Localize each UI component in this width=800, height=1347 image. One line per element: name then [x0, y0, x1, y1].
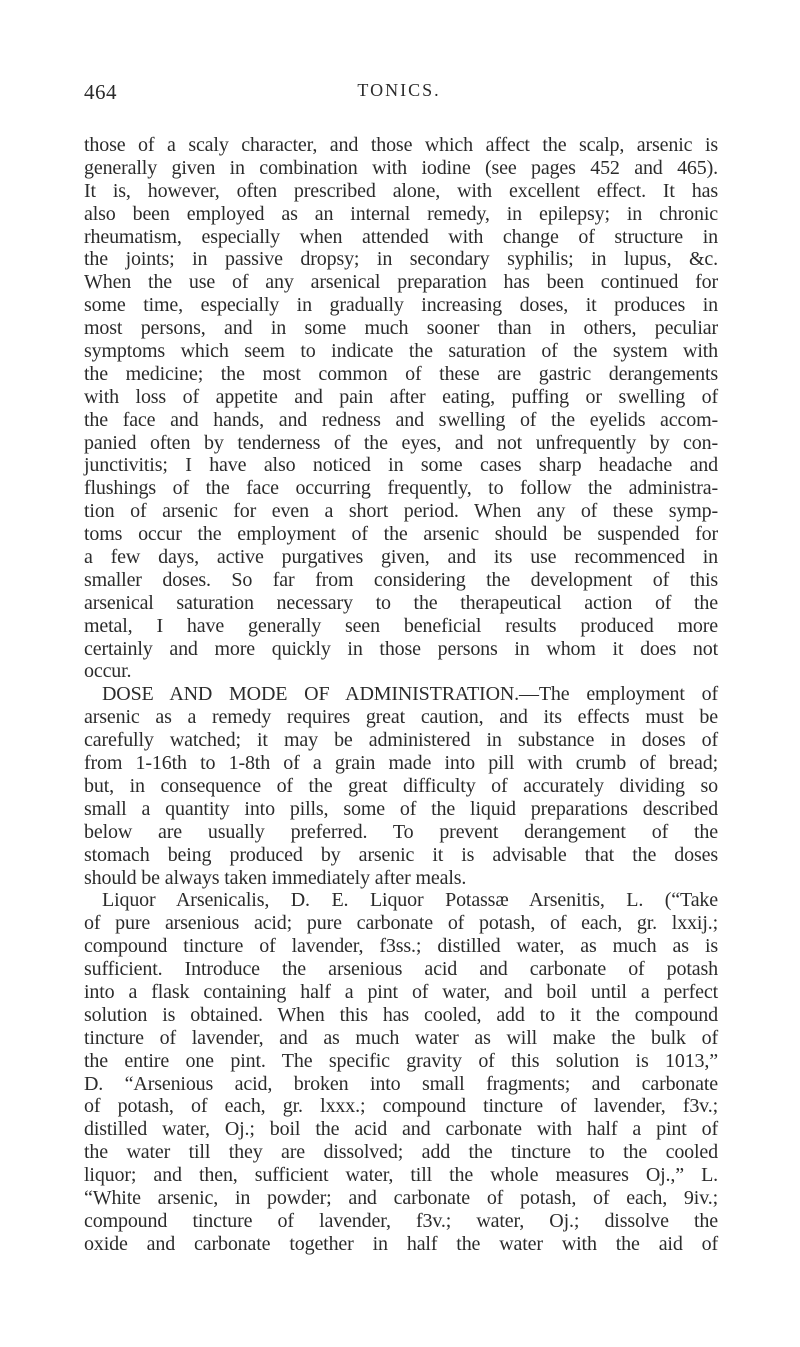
text-line: symptoms which seem to indicate the saturation of the system with [84, 340, 718, 363]
text-line: toms occur the employment of the arsenic should be suspended for [84, 523, 718, 546]
page-header [84, 80, 714, 106]
text-line: D. “Arsenious acid, broken into small fragments; and carbonate [84, 1072, 718, 1095]
text-line: the medicine; the most common of these are gastric derangements [84, 362, 718, 385]
text-line: distilled water, Oj.; boil the acid and carbonate with half a pint of [84, 1118, 718, 1141]
text-line: of pure arsenious acid; pure carbonate of potash, of each, gr. lxxij.; [84, 912, 718, 935]
text-line: smaller doses. So far from considering the development of this [84, 568, 718, 591]
text-line: but, in consequence of the great difficulty of accurately dividing so [84, 774, 718, 797]
text-line: When the use of any arsenical preparation has been continued for [84, 271, 718, 294]
text-line: those of a scaly character, and those which affect the scalp, arsenic is [84, 134, 718, 156]
text-line: the joints; in passive dropsy; in secondary syphilis; in lupus, &c. [84, 248, 718, 271]
text-line: “White arsenic, in powder; and carbonate of potash, of each, 9iv.; [84, 1186, 718, 1209]
text-line: the water till they are dissolved; add the tincture to the cooled [84, 1141, 718, 1164]
body-text [84, 134, 718, 1256]
running-head: TONICS. [357, 80, 441, 100]
text-line: junctivitis; I have also noticed in some cases sharp headache and [84, 454, 718, 477]
text-line: also been employed as an internal remedy, in epilepsy; in chronic [84, 202, 718, 225]
text-line: of potash, of each, gr. lxxx.; compound tincture of lavender, f3v.; [84, 1095, 718, 1118]
text-line: sufficient. Introduce the arsenious acid and carbonate of potash [84, 958, 718, 981]
text-line: rheumatism, especially when attended with change of structure in [84, 225, 718, 248]
text-line: occur. [84, 660, 132, 683]
text-line: some time, especially in gradually increasing doses, it produces in [84, 294, 718, 317]
text-line: small a quantity into pills, some of the liquid preparations described [84, 797, 718, 820]
text-line: solution is obtained. When this has cooled, add to it the compound [84, 1003, 718, 1026]
section-heading-line: DOSE AND MODE OF ADMINISTRATION.—The employment of [102, 683, 718, 706]
text-line: stomach being produced by arsenic it is advisable that the doses [84, 843, 718, 866]
text-line: with loss of appetite and pain after eating, puffing or swelling of [84, 385, 718, 408]
text-line: into a flask containing half a pint of water, and boil until a perfect [84, 980, 718, 1003]
text-line: below are usually preferred. To prevent derangement of the [84, 820, 718, 843]
text-line: the entire one pint. The specific gravity of this solution is 1013,” [84, 1049, 718, 1072]
text-line: liquor; and then, sufficient water, till the whole measures Oj.,” L. [84, 1164, 718, 1187]
text-line: Liquor Arsenicalis, D. E. Liquor Potassæ Arsenitis, L. (“Take [102, 889, 718, 912]
text-line: should be always taken immediately after meals. [84, 866, 467, 889]
text-line: most persons, and in some much sooner than in others, peculiar [84, 317, 718, 340]
text-line: tincture of lavender, and as much water as will make the bulk of [84, 1026, 718, 1049]
text-line: generally given in combination with iodine (see pages 452 and 465). [84, 156, 718, 179]
text-line: arsenical saturation necessary to the therapeutical action of the [84, 591, 718, 614]
text-line: compound tincture of lavender, f3v.; water, Oj.; dissolve the [84, 1209, 718, 1232]
text-line: certainly and more quickly in those persons in whom it does not [84, 637, 718, 660]
text-line: metal, I have generally seen beneficial results produced more [84, 614, 718, 637]
page-number: 464 [84, 80, 117, 104]
text-line: the face and hands, and redness and swelling of the eyelids accom- [84, 408, 718, 431]
text-line: a few days, active purgatives given, and its use recommenced in [84, 546, 718, 569]
text-line: arsenic as a remedy requires great caution, and its effects must be [84, 706, 718, 729]
text-line: carefully watched; it may be administered in substance in doses of [84, 729, 718, 752]
text-line: flushings of the face occurring frequently, to follow the administra- [84, 477, 718, 500]
text-line: It is, however, often prescribed alone, with excellent effect. It has [84, 179, 718, 202]
text-line: from 1-16th to 1-8th of a grain made into pill with crumb of bread; [84, 752, 718, 775]
text-line: tion of arsenic for even a short period. When any of these symp- [84, 500, 718, 523]
text-line: compound tincture of lavender, f3ss.; distilled water, as much as is [84, 935, 718, 958]
text-line: panied often by tenderness of the eyes, and not unfrequently by con- [84, 431, 718, 454]
text-line: oxide and carbonate together in half the water with the aid of [84, 1232, 718, 1255]
